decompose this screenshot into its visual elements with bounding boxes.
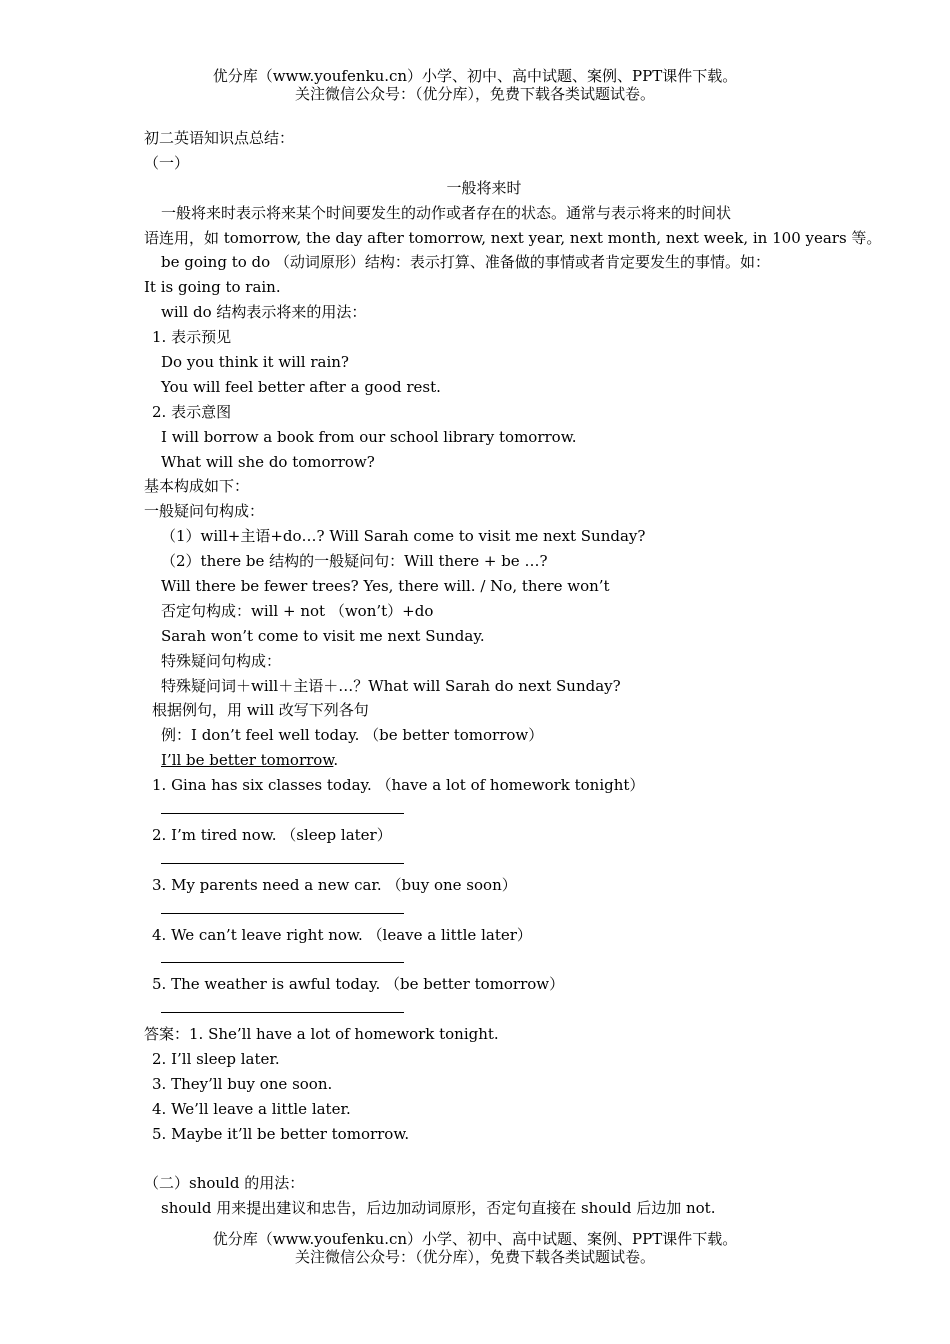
doc-title: 初二英语知识点总结： [144,129,295,147]
rewrite-example: 例：I don’t feel well today. （be better tomorrow） [161,726,544,745]
should-description: should 用来提出建议和忠告，后边加动词原形，否定句直接在 should 后边加 not. [161,1199,716,1218]
usage-2-example-a: I will borrow a book from our school library tomorrow. [161,427,577,446]
going-to-line-1: be going to do （动词原形）结构：表示打算、准备做的事情或者肯定要发生的事情。如： [161,253,770,272]
question-form-example: Will there be fewer trees? Yes, there will. / No, there won’t [161,577,610,596]
basic-structure-heading: 基本构成如下： [144,477,250,496]
example-answer-text: I’ll be better tomorrow [161,751,334,770]
usage-1-example-a: Do you think it will rain? [161,353,349,372]
usage-1-example-b: You will feel better after a good rest. [161,377,441,396]
exercise-item: 3. My parents need a new car. （buy one soon） [152,875,517,894]
answer-line: 2. I’ll sleep later. [152,1049,280,1068]
answer-line: 4. We’ll leave a little later. [152,1099,351,1118]
answer-blank[interactable] [144,798,824,823]
rewrite-example-answer [144,748,824,773]
exercise-item: 1. Gina has six classes today. （have a lot of homework tonight） [152,776,645,795]
answer-line: 答案：1. She’ll have a lot of homework tonight. [144,1025,499,1044]
blank-line [144,1147,824,1172]
page-footer [0,1230,950,1266]
section-1-label: （一） [144,153,190,172]
footer-line-2: 关注微信公众号：（优分库），免费下载各类试题试卷。 [294,1248,655,1266]
section-2-heading: （二）should 的用法： [144,1174,305,1193]
answer-blank[interactable] [144,898,824,923]
document-body [144,126,882,1221]
going-to-line-2: It is going to rain. [144,278,281,297]
negative-example: Sarah won’t come to visit me next Sunday. [161,626,485,645]
usage-2-example-b: What will she do tomorrow? [161,452,375,471]
intro-paragraph-line-2: 语连用，如 tomorrow, the day after tomorrow, next year, next month, next week, in 100 years 等。 [144,228,882,247]
answer-line: 3. They’ll buy one soon. [152,1074,333,1093]
exercise-item: 5. The weather is awful today. （be better tomorrow） [152,975,565,994]
section-heading: 一般将来时 [446,178,522,197]
answer-blank[interactable] [144,997,824,1022]
rewrite-instruction: 根据例句，用 will 改写下列各句 [152,701,369,720]
special-question-heading: 特殊疑问句构成： [161,651,282,670]
question-structure-heading: 一般疑问句构成： [144,502,265,521]
usage-1-label: 1. 表示预见 [152,328,232,347]
question-form-1: （1）will+主语+do…? Will Sarah come to visit me next Sunday? [161,527,646,546]
negative-structure: 否定句构成：will + not （won’t）+do [161,601,434,620]
answer-blank[interactable] [144,848,824,873]
will-usage-heading: will do 结构表示将来的用法： [161,303,367,322]
special-question-example: 特殊疑问词＋will＋主语＋…？What will Sarah do next Sunday? [161,676,621,695]
intro-paragraph-line-1: 一般将来时表示将来某个时间要发生的动作或者存在的状态。通常与表示将来的时间状 [161,203,732,222]
footer-line-1: 优分库（www.youfenku.cn）小学、初中、高中试题、案例、PPT课件下载。 [212,1230,738,1248]
example-answer-period: . [333,751,339,770]
page-header [0,67,950,103]
question-form-2: （2）there be 结构的一般疑问句：Will there + be …? [161,552,548,571]
usage-2-label: 2. 表示意图 [152,402,232,421]
exercise-item: 4. We can’t leave right now. （leave a little later） [152,925,532,944]
exercise-item: 2. I’m tired now. （sleep later） [152,825,392,844]
header-line-1: 优分库（www.youfenku.cn）小学、初中、高中试题、案例、PPT课件下载。 [212,67,738,85]
answer-line: 5. Maybe it’ll be better tomorrow. [152,1124,410,1143]
answer-blank[interactable] [144,947,824,972]
header-line-2: 关注微信公众号：（优分库），免费下载各类试题试卷。 [294,85,655,103]
